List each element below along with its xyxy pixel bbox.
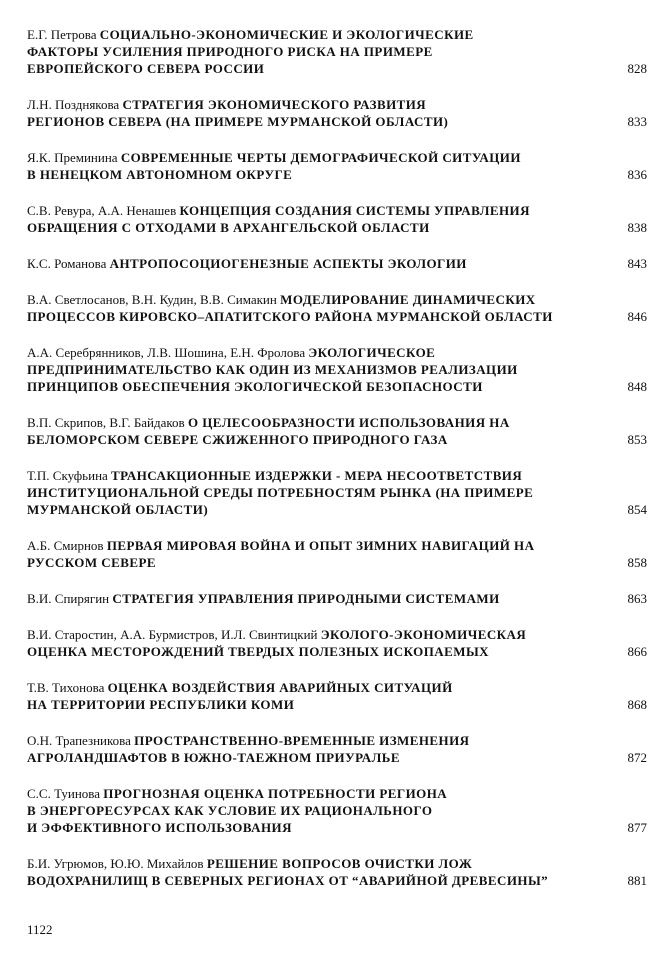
toc-entry-authors: Т.В. Тихонова	[27, 680, 105, 695]
toc-entry-title-line: РЕШЕНИЕ ВОПРОСОВ ОЧИСТКИ ЛОЖ	[206, 856, 473, 871]
toc-entry-page: 843	[627, 256, 647, 271]
toc-entry-title-line: МУРМАНСКОЙ ОБЛАСТИ)	[27, 502, 209, 517]
toc-entry-authors: Я.К. Преминина	[27, 150, 118, 165]
toc-entry-authors: С.С. Туинова	[27, 786, 101, 801]
toc-entry-page: 868	[627, 697, 647, 712]
toc-entry	[27, 344, 647, 395]
toc-entry-text	[27, 590, 597, 607]
toc-entry	[27, 414, 647, 448]
toc-entry-title-line: В ЭНЕРГОРЕСУРСАХ КАК УСЛОВИЕ ИХ РАЦИОНАЛЬНОГО	[27, 803, 433, 818]
toc-entry-page: 846	[627, 309, 647, 324]
toc-entry-title-line: АНТРОПОСОЦИОГЕНЕЗНЫЕ АСПЕКТЫ ЭКОЛОГИИ	[109, 256, 467, 271]
toc-entry-text	[27, 149, 597, 183]
toc-entry-title-line: КОНЦЕПЦИЯ СОЗДАНИЯ СИСТЕМЫ УПРАВЛЕНИЯ	[179, 203, 530, 218]
toc-entry-title-line: РЕГИОНОВ СЕВЕРА (НА ПРИМЕРЕ МУРМАНСКОЙ ОБЛАСТИ)	[27, 114, 449, 129]
toc-entry-title-line: ПРИНЦИПОВ ОБЕСПЕЧЕНИЯ ЭКОЛОГИЧЕСКОЙ БЕЗОПАСНОСТИ	[27, 379, 483, 394]
toc-entry-authors: С.В. Ревура, А.А. Ненашев	[27, 203, 177, 218]
toc-entry-authors: Т.П. Скуфьина	[27, 468, 108, 483]
toc-entry-title-line: ОБРАЩЕНИЯ С ОТХОДАМИ В АРХАНГЕЛЬСКОЙ ОБЛАСТИ	[27, 220, 430, 235]
toc-entry-text	[27, 414, 597, 448]
toc-entry-title-line: ЭКОЛОГИЧЕСКОЕ	[308, 345, 436, 360]
toc-entry-title-line: ВОДОХРАНИЛИЩ В СЕВЕРНЫХ РЕГИОНАХ ОТ “АВАРИЙНОЙ ДРЕВЕСИНЫ”	[27, 873, 549, 888]
toc-entry	[27, 855, 647, 889]
toc-entry	[27, 255, 647, 272]
toc-entry-title-line: О ЦЕЛЕСООБРАЗНОСТИ ИСПОЛЬЗОВАНИЯ НА	[187, 415, 510, 430]
toc-entry-text	[27, 855, 597, 889]
toc-entry-authors: В.П. Скрипов, В.Г. Байдаков	[27, 415, 185, 430]
toc-entry	[27, 202, 647, 236]
toc-entry-title-line: ПЕРВАЯ МИРОВАЯ ВОЙНА И ОПЫТ ЗИМНИХ НАВИГАЦИЙ НА	[106, 538, 535, 553]
toc-entry-authors: В.И. Спирягин	[27, 591, 110, 606]
toc-entry-text	[27, 537, 597, 571]
toc-entry-title-line: ИНСТИТУЦИОНАЛЬНОЙ СРЕДЫ ПОТРЕБНОСТЯМ РЫНКА (НА ПРИМЕРЕ	[27, 485, 534, 500]
toc-entry-page: 854	[627, 502, 647, 517]
toc-entry-title-line: СОЦИАЛЬНО-ЭКОНОМИЧЕСКИЕ И ЭКОЛОГИЧЕСКИЕ	[99, 27, 474, 42]
toc-entry-page: 866	[627, 644, 647, 659]
toc-entry-text	[27, 96, 597, 130]
toc-entry	[27, 96, 647, 130]
toc-entry-title-line: ОЦЕНКА МЕСТОРОЖДЕНИЙ ТВЕРДЫХ ПОЛЕЗНЫХ ИСКОПАЕМЫХ	[27, 644, 490, 659]
toc-entry	[27, 785, 647, 836]
toc-entry-text	[27, 679, 597, 713]
toc-entry-title-line: БЕЛОМОРСКОМ СЕВЕРЕ СЖИЖЕННОГО ПРИРОДНОГО ГАЗА	[27, 432, 448, 447]
toc-entry-page: 881	[627, 873, 647, 888]
toc-entry-authors: В.И. Старостин, А.А. Бурмистров, И.Л. Свинтицкий	[27, 627, 318, 642]
toc-entry-title-line: ПРОГНОЗНАЯ ОЦЕНКА ПОТРЕБНОСТИ РЕГИОНА	[103, 786, 448, 801]
toc-entry-page: 853	[627, 432, 647, 447]
toc-entry-authors: А.А. Серебрянников, Л.В. Шошина, Е.Н. Фролова	[27, 345, 306, 360]
toc-entry	[27, 291, 647, 325]
toc-entry	[27, 732, 647, 766]
toc-entry-authors: В.А. Светлосанов, В.Н. Кудин, В.В. Симакин	[27, 292, 277, 307]
toc-entry-page: 828	[627, 61, 647, 76]
toc-entry-page: 838	[627, 220, 647, 235]
toc-entry-title-line: НА ТЕРРИТОРИИ РЕСПУБЛИКИ КОМИ	[27, 697, 295, 712]
toc-entry-page: 877	[627, 820, 647, 835]
toc-entry-text	[27, 291, 597, 325]
toc-entry-text	[27, 202, 597, 236]
toc-entry-title-line: ФАКТОРЫ УСИЛЕНИЯ ПРИРОДНОГО РИСКА НА ПРИМЕРЕ	[27, 44, 433, 59]
toc-entry-page: 833	[627, 114, 647, 129]
toc-entry-title-line: ЭКОЛОГО-ЭКОНОМИЧЕСКАЯ	[320, 627, 527, 642]
toc-entry-title-line: ТРАНСАКЦИОННЫЕ ИЗДЕРЖКИ - МЕРА НЕСООТВЕТСТВИЯ	[111, 468, 523, 483]
toc-entry-page: 872	[627, 750, 647, 765]
toc-entry-authors: Е.Г. Петрова	[27, 27, 97, 42]
toc-entry	[27, 467, 647, 518]
toc-entry-text	[27, 26, 597, 77]
toc-entry-authors: Б.И. Угрюмов, Ю.Ю. Михайлов	[27, 856, 204, 871]
toc-entry-title-line: СТРАТЕГИЯ ЭКОНОМИЧЕСКОГО РАЗВИТИЯ	[122, 97, 427, 112]
toc-entry	[27, 149, 647, 183]
toc-entry-title-line: ОЦЕНКА ВОЗДЕЙСТВИЯ АВАРИЙНЫХ СИТУАЦИЙ	[107, 680, 453, 695]
toc-entry	[27, 626, 647, 660]
toc-entry-title-line: ЕВРОПЕЙСКОГО СЕВЕРА РОССИИ	[27, 61, 265, 76]
table-of-contents	[27, 26, 647, 908]
toc-entry-title-line: ПРОСТРАНСТВЕННО-ВРЕМЕННЫЕ ИЗМЕНЕНИЯ	[134, 733, 470, 748]
toc-entry-text	[27, 467, 597, 518]
toc-entry-title-line: АГРОЛАНДШАФТОВ В ЮЖНО-ТАЕЖНОМ ПРИУРАЛЬЕ	[27, 750, 400, 765]
toc-entry-page: 836	[627, 167, 647, 182]
toc-entry	[27, 537, 647, 571]
toc-entry-title-line: ПРЕДПРИНИМАТЕЛЬСТВО КАК ОДИН ИЗ МЕХАНИЗМОВ РЕАЛИЗАЦИИ	[27, 362, 518, 377]
toc-entry	[27, 590, 647, 607]
toc-entry-title-line: СОВРЕМЕННЫЕ ЧЕРТЫ ДЕМОГРАФИЧЕСКОЙ СИТУАЦИИ	[120, 150, 521, 165]
toc-entry-page: 858	[627, 555, 647, 570]
toc-entry-title-line: И ЭФФЕКТИВНОГО ИСПОЛЬЗОВАНИЯ	[27, 820, 292, 835]
toc-entry-authors: О.Н. Трапезникова	[27, 733, 131, 748]
toc-entry-authors: К.С. Романова	[27, 256, 107, 271]
toc-entry-page: 863	[627, 591, 647, 606]
toc-entry-authors: А.Б. Смирнов	[27, 538, 104, 553]
toc-entry-text	[27, 344, 597, 395]
toc-entry-text	[27, 732, 597, 766]
toc-entry-text	[27, 626, 597, 660]
toc-entry	[27, 26, 647, 77]
toc-entry	[27, 679, 647, 713]
toc-entry-title-line: В НЕНЕЦКОМ АВТОНОМНОМ ОКРУГЕ	[27, 167, 293, 182]
toc-entry-title-line: СТРАТЕГИЯ УПРАВЛЕНИЯ ПРИРОДНЫМИ СИСТЕМАМИ	[112, 591, 500, 606]
toc-entry-page: 848	[627, 379, 647, 394]
toc-entry-authors: Л.Н. Позднякова	[27, 97, 120, 112]
toc-entry-title-line: МОДЕЛИРОВАНИЕ ДИНАМИЧЕСКИХ	[280, 292, 536, 307]
toc-entry-title-line: ПРОЦЕССОВ КИРОВСКО–АПАТИТСКОГО РАЙОНА МУРМАНСКОЙ ОБЛАСТИ	[27, 309, 553, 324]
page-number: 1122	[27, 922, 53, 937]
toc-entry-text	[27, 255, 597, 272]
toc-entry-text	[27, 785, 597, 836]
toc-entry-title-line: РУССКОМ СЕВЕРЕ	[27, 555, 156, 570]
